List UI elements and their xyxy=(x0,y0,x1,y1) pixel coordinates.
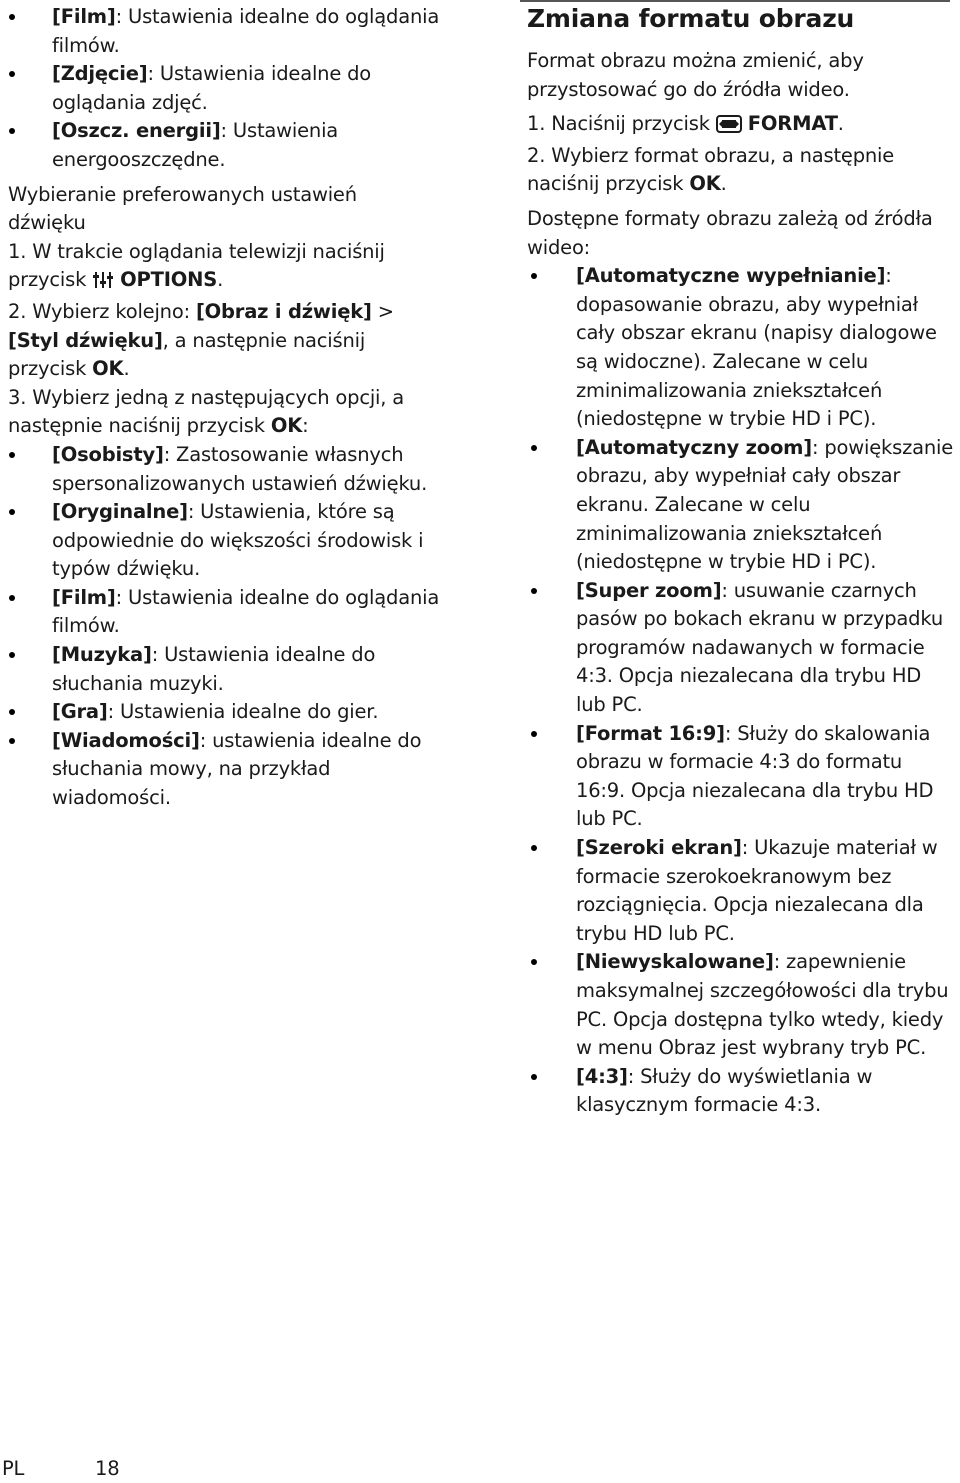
punct: : xyxy=(302,414,309,438)
option-key: [Muzyka] xyxy=(52,643,152,667)
step-text: 1. W trakcie oglądania telewizji naciśnij przycisk xyxy=(8,239,385,292)
list-item xyxy=(527,834,955,948)
option-text: : dopasowanie obrazu, aby wypełniał cały obszar ekranu (napisy dialogowe są widoczne). Zalecane w celu zminimalizowania zniekształceń (niedostępne w trybie HD i PC). xyxy=(576,264,937,431)
ok-key: OK xyxy=(270,414,303,438)
punct: . xyxy=(720,172,727,196)
option-key: [Format 16:9] xyxy=(576,721,725,745)
list-item xyxy=(8,698,440,727)
option-text: : powiększanie obrazu, aby wypełniał cały obszar ekranu. Zalecane w celu zminimalizowania zniekształceń (niedostępne w trybie HD i PC). xyxy=(576,435,954,574)
list-item xyxy=(527,577,955,720)
step-1 xyxy=(527,110,955,142)
right-column xyxy=(527,3,955,1120)
step-text: 2. Wybierz kolejno: xyxy=(8,299,196,323)
option-text: : Ustawienia idealne do gier. xyxy=(107,700,379,724)
menu-key: [Obraz i dźwięk] xyxy=(195,299,372,323)
option-text: : zapewnienie maksymalnej szczegółowości dla trybu PC. Opcja dostępna tylko wtedy, kiedy w menu Obraz jest wybrany tryb PC. xyxy=(576,950,949,1060)
option-text: : Ustawienia idealne do słuchania muzyki. xyxy=(52,643,376,695)
ok-key: OK xyxy=(92,357,124,381)
list-item xyxy=(527,434,955,577)
options-key: OPTIONS xyxy=(120,268,218,292)
list-item xyxy=(8,441,440,498)
format-key: FORMAT xyxy=(747,112,838,136)
page-number: 18 xyxy=(95,1457,120,1480)
option-text: : Ustawienia idealne do oglądania filmów. xyxy=(52,585,440,638)
option-text: : Ustawienia idealne do oglądania filmów. xyxy=(52,5,440,57)
option-key: [Film] xyxy=(52,5,116,28)
step-text: , a następnie naciśnij przycisk xyxy=(8,328,366,381)
list-item xyxy=(8,3,440,60)
section-title: Wybieranie preferowanych ustawień dźwięku xyxy=(8,182,357,235)
punct: . xyxy=(123,357,130,381)
option-key: [Super zoom] xyxy=(576,578,722,602)
option-text: : Ustawienia energooszczędne. xyxy=(52,119,339,171)
option-key: [Niewyskalowane] xyxy=(576,950,774,974)
option-key: [Wiadomości] xyxy=(52,728,200,752)
list-item xyxy=(527,720,955,834)
option-text: : Ustawienia, które są odpowiednie do większości środowisk i typów dźwięku. xyxy=(52,500,424,581)
ok-key: OK xyxy=(689,172,721,196)
step-3 xyxy=(8,384,440,441)
option-text: : Służy do skalowania obrazu w formacie 4:3 do formatu 16:9. Opcja niezalecana dla trybu HD lub PC. xyxy=(576,721,934,831)
option-key: [4:3] xyxy=(576,1064,628,1088)
language-code: PL xyxy=(2,1457,25,1480)
punct: . xyxy=(837,112,844,136)
left-column xyxy=(8,3,440,813)
option-key: [Osobisty] xyxy=(52,442,164,466)
format-aspect-icon xyxy=(716,113,742,142)
option-key: [Automatyczny zoom] xyxy=(576,435,812,459)
list-item xyxy=(8,584,440,641)
step-text: 3. Wybierz jedną z następujących opcji, a następnie naciśnij przycisk xyxy=(8,385,405,438)
step-1 xyxy=(8,238,440,298)
list-item xyxy=(8,641,440,698)
available-formats-text: Dostępne formaty obrazu zależą od źródła wideo: xyxy=(527,206,933,259)
option-key: [Film] xyxy=(52,585,116,609)
list-item xyxy=(8,60,440,117)
option-text: : usuwanie czarnych pasów po bokach ekranu w przypadku programów nadawanych w formacie 4:3. Opcja niezalecana dla trybu HD lub PC. xyxy=(576,578,944,717)
step-text: 1. Naciśnij przycisk xyxy=(527,112,710,136)
option-key: [Szeroki ekran] xyxy=(576,836,742,860)
list-item xyxy=(8,117,440,174)
option-text: : ustawienia idealne do słuchania mowy, na przykład wiadomości. xyxy=(52,728,422,810)
list-item xyxy=(8,498,440,584)
option-key: [Gra] xyxy=(52,700,108,724)
menu-key: [Styl dźwięku] xyxy=(8,328,163,352)
section-heading: Zmiana formatu obrazu xyxy=(527,4,855,33)
option-text: : Ukazuje materiał w formacie szerokoekranowym bez rozciągnięcia. Opcja niezalecana dla trybu HD lub PC. xyxy=(576,836,938,945)
step-2 xyxy=(527,142,955,199)
option-key: [Oszcz. energii] xyxy=(52,119,221,143)
step-text: 2. Wybierz format obrazu, a następnie naciśnij przycisk xyxy=(527,143,895,196)
list-item xyxy=(527,948,955,1062)
option-text: : Służy do wyświetlania w klasycznym formacie 4:3. xyxy=(576,1064,873,1117)
option-key: [Zdjęcie] xyxy=(52,62,148,86)
option-text: : Ustawienia idealne do oglądania zdjęć. xyxy=(52,62,372,114)
option-text: : Zastosowanie własnych spersonalizowanych ustawień dźwięku. xyxy=(52,442,428,495)
option-key: [Automatyczne wypełnianie] xyxy=(576,264,886,288)
punct: . xyxy=(217,268,224,292)
intro-text: Format obrazu można zmienić, aby przystosować go do źródła wideo. xyxy=(527,49,864,101)
section-rule xyxy=(520,0,950,2)
list-item xyxy=(8,727,440,813)
options-sliders-icon xyxy=(92,269,114,298)
option-key: [Oryginalne] xyxy=(52,500,188,524)
list-item xyxy=(527,1063,955,1120)
list-item xyxy=(527,262,955,434)
step-2 xyxy=(8,298,440,384)
separator: > xyxy=(371,299,394,323)
